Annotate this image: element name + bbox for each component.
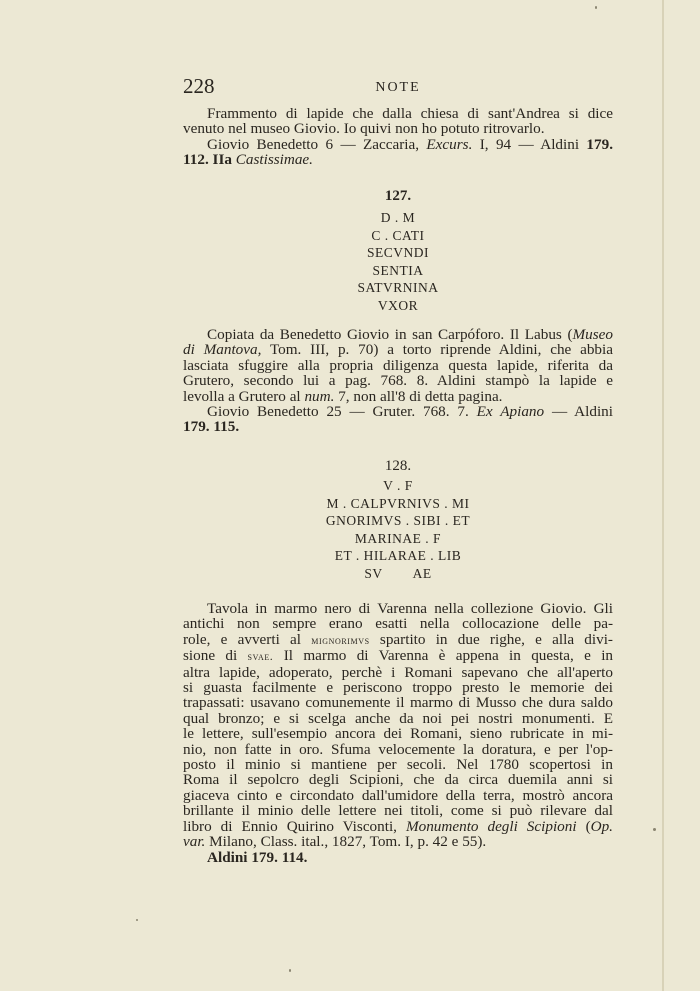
scan-speck [289, 969, 291, 972]
page-number: 228 [183, 74, 215, 98]
entry-127-commentary [183, 327, 613, 435]
scan-speck [595, 6, 597, 9]
inscription-line: SATVRNINA [357, 280, 439, 296]
text-line: Copiata da Benedetto Giovio in san Carpóforo. Il Labus (Museo [207, 327, 613, 343]
inscription-line: V . F [383, 478, 413, 493]
text-line: brillante il minio delle lettere nei titoli, come si può rilevare dal [183, 803, 613, 819]
text-line: var. Milano, Class. ital., 1827, Tom. I, p. 42 e 55). [183, 834, 487, 850]
entry-number-127: 127. [384, 188, 412, 204]
text-line: Aldini 179. 114. [207, 849, 308, 865]
text-line: si guasta facilmente e periscono troppo presto le memorie dei [183, 680, 613, 696]
text-line: venuto nel museo Giovio. Io quivi non ho potuto ritrovarlo. [183, 121, 545, 137]
text-line: libro di Ennio Quirino Visconti, Monumento degli Scipioni (Op. [183, 818, 613, 835]
inscription-line: SECVNDI [366, 245, 429, 261]
inscription-line: C . CATI [371, 227, 425, 243]
text-line: altra lapide, adoperato, perchè i Romani sapevano che all'aperto [183, 664, 613, 681]
scan-speck [136, 919, 138, 921]
text-line: antichi non sempre erano esatti nella collocazione delle pa- [183, 616, 613, 632]
running-head: NOTE [375, 80, 421, 95]
note-fragment-text [183, 106, 613, 168]
inscription-line: MARINAE . F [354, 530, 442, 546]
inscription-line: M . CALPVRNIVS . MI [326, 495, 470, 511]
text-line: nio, non fatte in oro. Sfuma velocemente la doratura, e per l'op- [183, 741, 613, 758]
inscription-line: VXOR [377, 297, 419, 313]
text-line: Roma il sepolcro degli Scipioni, che da circa duemila anni si [183, 772, 613, 788]
text-line: posto il minio si mantiene per secoli. Nel 1780 scopertosi in [183, 757, 613, 773]
text-line: sione di svae. Il marmo di Varenna è appena in questa, e in [183, 648, 613, 665]
text-line: lasciata sfuggire alla propria diligenza questa lapide, riferita da [183, 357, 613, 374]
text-line: Giovio Benedetto 25 — Gruter. 768. 7. Ex Apiano — Aldini [207, 404, 613, 420]
text-line: 179. 115. [183, 419, 240, 435]
page-header [183, 74, 613, 100]
entry-number-128: 128. [384, 458, 412, 474]
scan-speck [653, 828, 656, 831]
text-line: qual bronzo; e si scelga anche da noi pei nostri monumenti. E [183, 710, 613, 727]
inscription-line: GNORIMVS . SIBI . ET [325, 513, 471, 529]
text-line: Grutero, secondo lui a pag. 768. 8. Aldini stampò la lapide e [183, 373, 613, 389]
text-line: role, e avverti al mignorimvs spartito in due righe, e alla divi- [183, 631, 613, 648]
text-line: 112. IIa Castissimae. [183, 152, 313, 168]
text-line: Tavola in marmo nero di Varenna nella collezione Giovio. Gli [207, 601, 613, 617]
text-line: trapassati: usavano comunemente il marmo di Musso che dura saldo [183, 695, 613, 711]
inscription-128 [183, 477, 613, 583]
text-line: le lettere, sull'esempio ancora dei Romani, sieno rubricate in mi- [183, 726, 613, 742]
text-line: Giovio Benedetto 6 — Zaccaria, Excurs. I, 94 — Aldini 179. [207, 136, 613, 153]
text-line: Frammento di lapide che dalla chiesa di sant'Andrea si dice [207, 106, 613, 122]
inscription-line: SV AE [364, 565, 432, 581]
text-line: levolla a Grutero al num. 7, non all'8 di detta pagina. [183, 388, 503, 405]
inscription-127 [183, 209, 613, 315]
inscription-line: ET . HILARAE . LIB [334, 548, 462, 564]
entry-128-commentary [183, 601, 613, 865]
text-line: giaceva cinto e circondato dall'umidore della terra, mostrò ancora [183, 787, 613, 804]
inscription-line: SENTIA [372, 262, 424, 278]
page-edge-shadow [662, 0, 664, 991]
text-line: di Mantova, Tom. III, p. 70) a torto riprende Aldini, che abbia [183, 342, 613, 358]
inscription-line: D . M [380, 210, 416, 225]
